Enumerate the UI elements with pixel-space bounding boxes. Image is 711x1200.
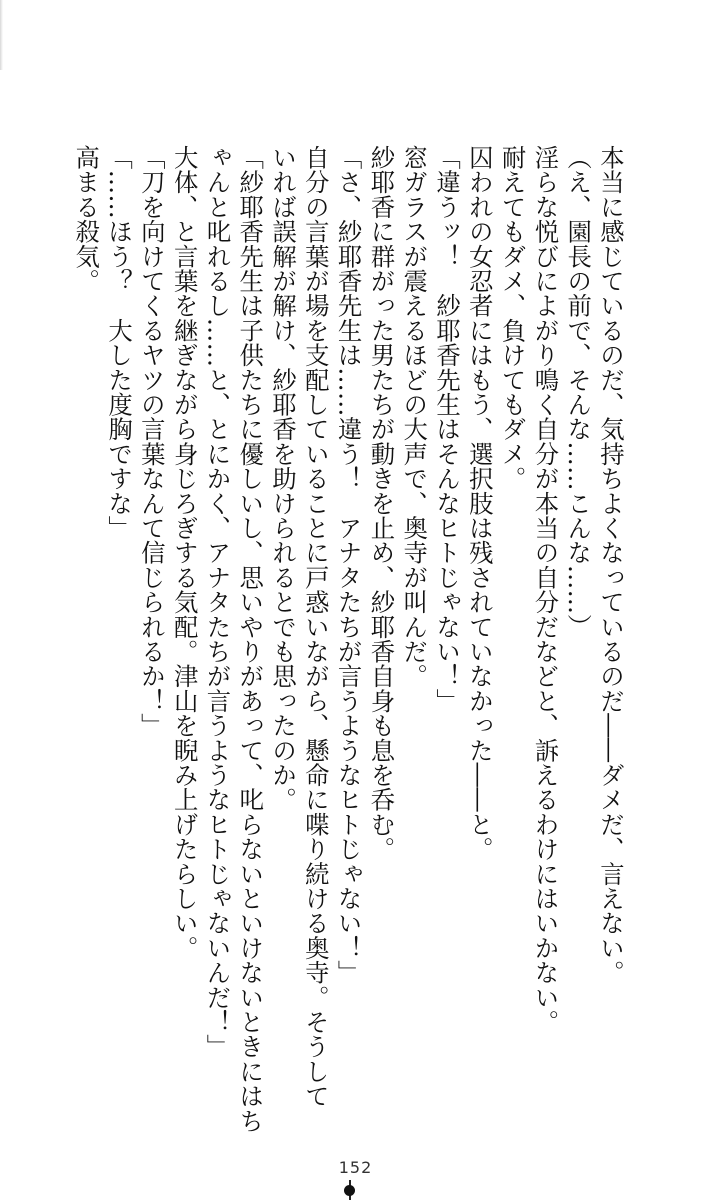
text-line: いれば誤解が解け、紗耶香を助けられるとでも思ったのか。: [268, 145, 298, 812]
text-line: ゃんと叱れるし……と、とにかく、アナタたちが言うようなヒトじゃないんだ！」: [202, 145, 232, 1059]
text-line: 本当に感じているのだ、気持ちよくなっているのだ――ダメだ、言えない。: [596, 145, 625, 985]
text-line: 「さ、紗耶香先生は……違う！ アナタたちが言うようなヒトじゃない！」: [333, 145, 363, 985]
text-line: 囚われの女忍者にはもう、選択肢は残されていなかった――と。: [464, 145, 494, 862]
text-line: 自分の言葉が場を支配していることに戸惑いながら、懸命に喋り続ける奥寺。そうして: [300, 145, 330, 1109]
thumb-index-dot: [344, 1185, 355, 1196]
text-line: 「……ほう？ 大した度胸ですな」: [104, 145, 134, 541]
page-number: 152: [338, 1158, 373, 1177]
text-line: 高まる殺気。: [71, 145, 101, 294]
text-line: 耐えてもダメ、負けてもダメ。: [497, 145, 527, 491]
text-line: 窓ガラスが震えるほどの大声で、奥寺が叫んだ。: [399, 145, 429, 689]
text-line: 「刀を向けてくるヤツの言葉なんて信じられるか！」: [136, 145, 166, 738]
text-line: 大体、と言葉を継ぎながら身じろぎする気配。津山を睨み上げたらしい。: [169, 145, 199, 961]
vertical-text-body: [68, 145, 626, 1145]
text-line: 淫らな悦びによがり鳴く自分が本当の自分だなどと、訴えるわけにはいかない。: [530, 145, 560, 1035]
text-line: 紗耶香に群がった男たちが動きを止め、紗耶香自身も息を呑む。: [366, 145, 396, 862]
text-line: 「違うッ！ 紗耶香先生はそんなヒトじゃない！」: [432, 145, 462, 714]
page-edge-shadow: [0, 0, 3, 70]
text-line: （え、園長の前で、そんな……こんな……）: [563, 145, 593, 639]
text-line: 「紗耶香先生は子供たちに優しいし、思いやりがあって、叱らないといけないときにはち: [235, 145, 265, 1133]
